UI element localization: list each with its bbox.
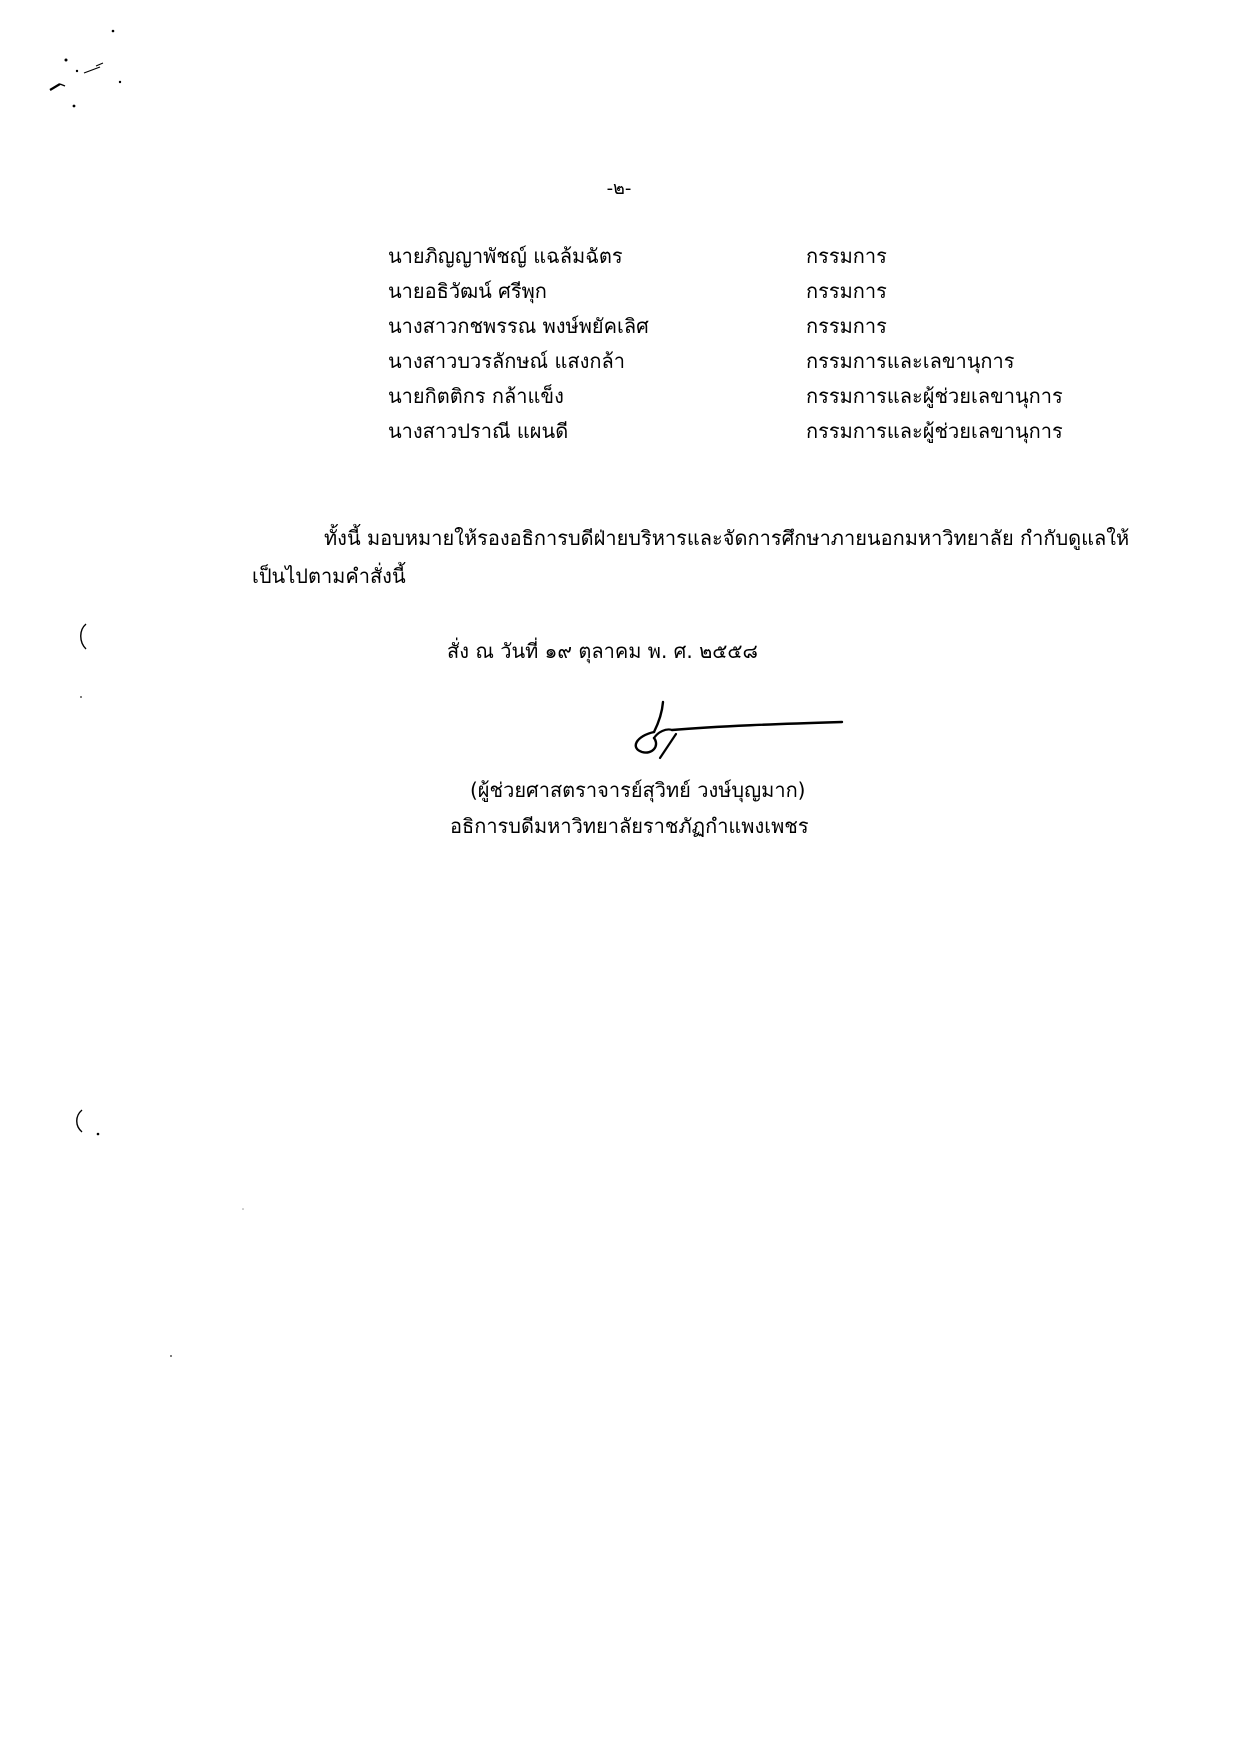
member-row bbox=[388, 313, 1108, 348]
member-role: กรรมการและผู้ช่วยเลขานุการ bbox=[806, 384, 1063, 408]
scan-speck bbox=[240, 1206, 246, 1212]
member-name: นายภิญญาพัชญ์ แฉล้มฉัตร bbox=[388, 244, 623, 268]
page-number: -๒- bbox=[606, 178, 632, 199]
committee-member-list bbox=[388, 243, 1108, 453]
member-row bbox=[388, 278, 1108, 313]
member-name: นายอธิวัฒน์ ศรีพุก bbox=[388, 279, 547, 303]
order-date: สั่ง ณ วันที่ ๑๙ ตุลาคม พ. ศ. ๒๕๕๘ bbox=[447, 639, 758, 663]
scan-speck bbox=[168, 1353, 174, 1359]
member-role: กรรมการ bbox=[806, 314, 887, 338]
member-row bbox=[388, 383, 1108, 418]
assignment-paragraph-line-1: ทั้งนี้ มอบหมายให้รองอธิการบดีฝ่ายบริหารและจัดการศึกษาภายนอกมหาวิทยาลัย กำกับดูแลให้ bbox=[324, 526, 1130, 550]
punch-hole-mark bbox=[72, 1108, 102, 1138]
member-role: กรรมการ bbox=[806, 279, 887, 303]
assignment-paragraph-line-2: เป็นไปตามคำสั่งนี้ bbox=[252, 564, 406, 588]
scan-speck bbox=[78, 694, 84, 700]
member-name: นายกิตติกร กล้าแข็ง bbox=[388, 384, 564, 408]
punch-hole-mark bbox=[76, 622, 96, 652]
signer-name: (ผู้ช่วยศาสตราจารย์สุวิทย์ วงษ์บุญมาก) bbox=[470, 778, 806, 802]
member-role: กรรมการและผู้ช่วยเลขานุการ bbox=[806, 419, 1063, 443]
member-row bbox=[388, 243, 1108, 278]
member-role: กรรมการและเลขานุการ bbox=[806, 349, 1015, 373]
member-name: นางสาวปราณี แผนดี bbox=[388, 419, 569, 443]
member-name: นางสาวกชพรรณ พงษ์พยัคเลิศ bbox=[388, 314, 649, 338]
member-name: นางสาวบวรลักษณ์ แสงกล้า bbox=[388, 349, 625, 373]
member-row bbox=[388, 418, 1108, 453]
member-row bbox=[388, 348, 1108, 383]
signer-title: อธิการบดีมหาวิทยาลัยราชภัฏกำแพงเพชร bbox=[450, 814, 809, 838]
handwritten-signature bbox=[618, 692, 848, 762]
member-role: กรรมการ bbox=[806, 244, 887, 268]
scan-speck-marks bbox=[40, 20, 130, 110]
